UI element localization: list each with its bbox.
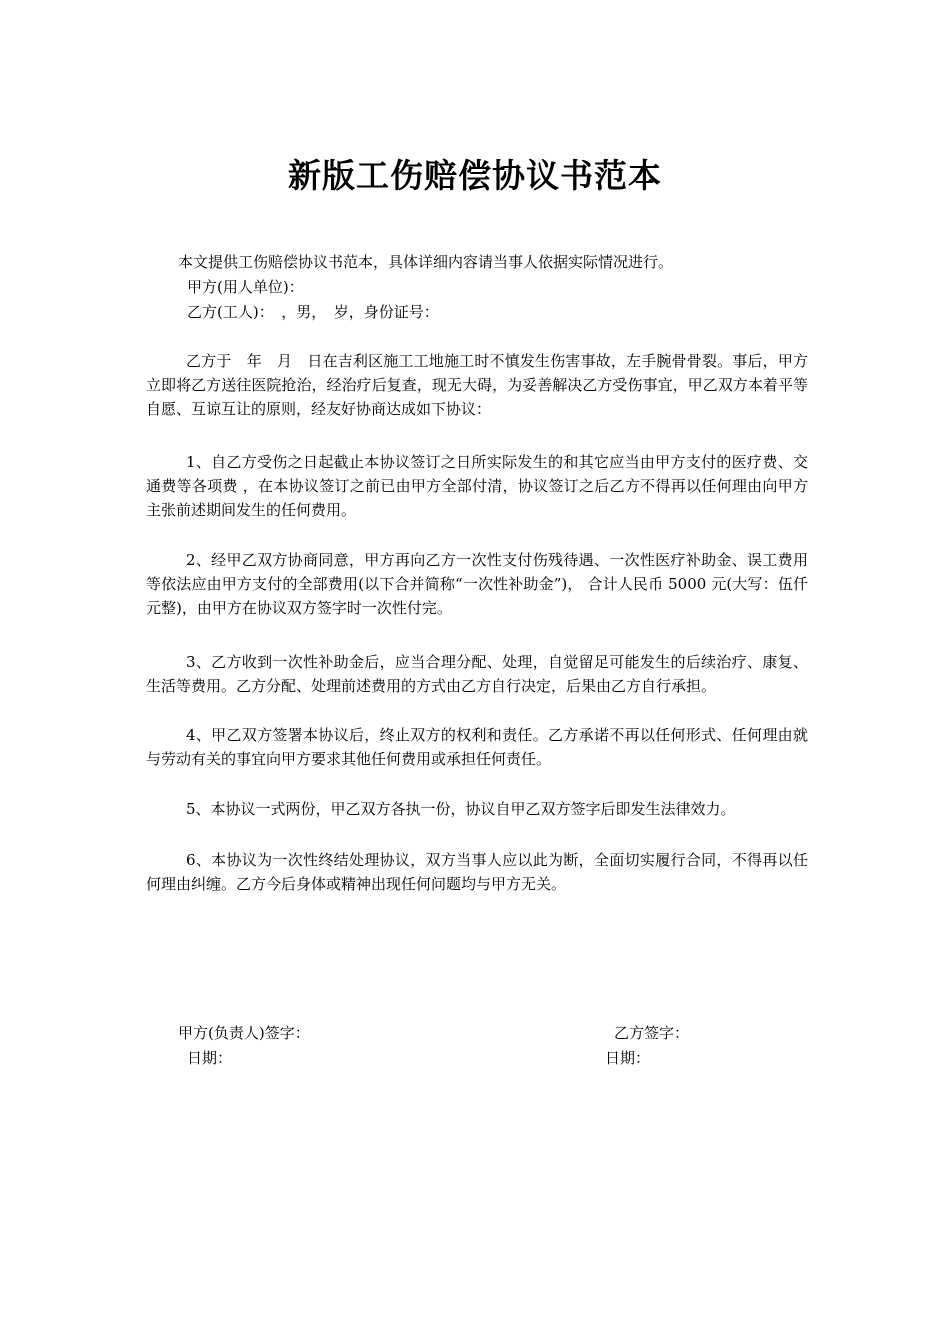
background-paragraph: 乙方于 年 月 日在吉利区施工工地施工时不慎发生伤害事故，左手腕骨骨裂。事后，甲方立即将乙方送往医院抢治，经治疗后复查，现无大碍，为妥善解决乙方受伤事宜，甲乙双方本着平等自愿、互谅互让的原则，经友好协商达成如下协议：: [146, 352, 808, 418]
clause-3: 3、乙方收到一次性补助金后，应当合理分配、处理，自觉留足可能发生的后续治疗、康复、生活等费用。乙方分配、处理前述费用的方式由乙方自行决定，后果由乙方自行承担。: [146, 653, 808, 695]
clause-4: 4、甲乙双方签署本协议后，终止双方的权利和责任。乙方承诺不再以任何形式、任何理由就与劳动有关的事宜向甲方要求其他任何费用或承担任何责任。: [146, 726, 808, 768]
party-b-line: 乙方(工人)： ，男， 岁，身份证号：: [187, 303, 439, 321]
clause-6: 6、本协议为一次性终结处理协议，双方当事人应以此为断，全面切实履行合同，不得再以任何理由纠缠。乙方今后身体或精神出现任何问题均与甲方无关。: [146, 851, 808, 893]
party-a-signature-label: 甲方(负责人)签字：: [178, 1024, 310, 1042]
clause-5: 5、本协议一式两份，甲乙双方各执一份，协议自甲乙双方签字后即发生法律效力。: [186, 800, 736, 818]
party-a-date-label: 日期：: [187, 1049, 233, 1067]
party-b-date-label: 日期：: [605, 1049, 651, 1067]
intro-line: 本文提供工伤赔偿协议书范本，具体详细内容请当事人依据实际情况进行。: [178, 253, 674, 271]
party-b-signature-label: 乙方签字：: [614, 1024, 690, 1042]
party-a-line: 甲方(用人单位)：: [187, 278, 304, 296]
clause-2: 2、经甲乙双方协商同意，甲方再向乙方一次性支付伤残待遇、一次性医疗补助金、误工费用等依法应由甲方支付的全部费用(以下合并简称“一次性补助金”)， 合计人民币 5000 元(大写：伍仟元整)，由甲方在协议双方签字时一次性付完。: [146, 551, 808, 617]
document-title: 新版工伤赔偿协议书范本: [288, 156, 662, 195]
clause-1: 1、自乙方受伤之日起截止本协议签订之日所实际发生的和其它应当由甲方支付的医疗费、交通费等各项费 ，在本协议签订之前已由甲方全部付清，协议签订之后乙方不得再以任何理由向甲方主张前述期间发生的任何费用。: [146, 453, 808, 519]
